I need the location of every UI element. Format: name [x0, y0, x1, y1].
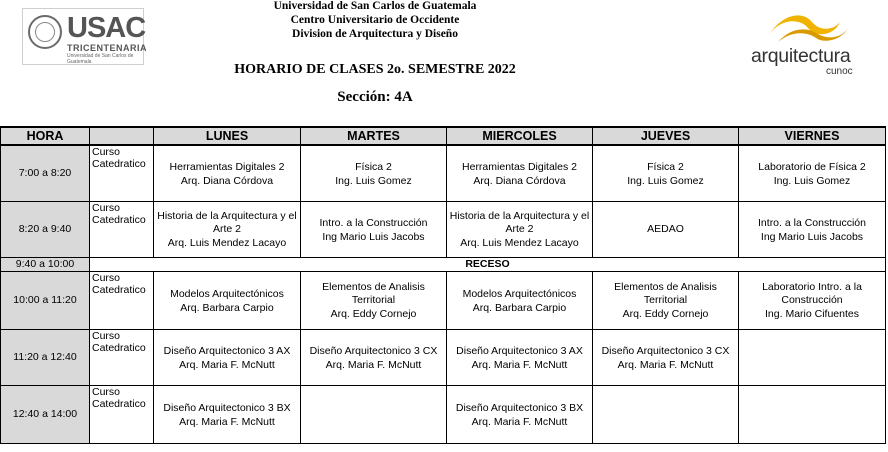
table-row — [1, 145, 886, 201]
recess-time: 9:40 a 10:00 — [1, 257, 90, 271]
time-slot: 7:00 a 8:20 — [1, 145, 90, 201]
class-cell — [447, 201, 593, 257]
schedule-table — [0, 126, 886, 444]
arquitectura-wave-icon — [748, 12, 868, 46]
course-name: Física 2 — [647, 160, 684, 173]
class-cell — [154, 385, 301, 443]
class-cell — [154, 329, 301, 385]
class-cell — [447, 145, 593, 201]
usac-logo-small-text: Universidad de San Carlos de Guatemala — [67, 53, 134, 65]
course-name: Laboratorio de Física 2 — [758, 160, 866, 173]
class-cell — [447, 271, 593, 329]
header-hora: HORA — [1, 127, 90, 145]
label-curso: Curso — [92, 329, 121, 342]
header-day: MIERCOLES — [447, 127, 593, 145]
teacher-name: Ing. Luis Gomez — [627, 175, 704, 188]
teacher-name: Arq. Diana Córdova — [473, 175, 566, 188]
class-cell — [301, 385, 447, 443]
arquitectura-logo-subtitle: cunoc — [826, 66, 853, 77]
label-catedratico: Catedratico — [92, 213, 146, 226]
teacher-name: Arq. Barbara Carpio — [180, 302, 274, 314]
course-name: AEDAO — [647, 222, 684, 235]
teacher-name — [301, 414, 446, 416]
teacher-name: Arq. Eddy Cornejo — [622, 308, 709, 321]
header-day: JUEVES — [593, 127, 739, 145]
class-cell — [739, 271, 886, 329]
class-cell — [301, 271, 447, 329]
teacher-name — [593, 235, 738, 237]
table-row — [1, 271, 886, 329]
class-cell — [739, 385, 886, 443]
course-name: Historia de la Arquitectura y el Arte 2 — [157, 210, 297, 235]
course-name: Diseño Arquitectonico 3 CX — [601, 344, 730, 357]
label-curso: Curso — [92, 385, 121, 398]
row-labels — [90, 329, 154, 385]
course-name: Modelos Arquitectónicos — [462, 287, 577, 300]
class-cell — [739, 201, 886, 257]
teacher-name: Arq. Luis Mendez Lacayo — [460, 237, 579, 250]
teacher-name — [739, 357, 885, 359]
course-name: Historia de la Arquitectura y el Arte 2 — [449, 210, 590, 235]
recess-label: RECESO — [90, 257, 886, 271]
usac-logo-subtitle: TRICENTENARIA — [67, 43, 147, 53]
teacher-name: Arq. Diana Córdova — [180, 175, 274, 188]
class-cell — [739, 145, 886, 201]
class-cell — [593, 145, 739, 201]
class-cell — [447, 329, 593, 385]
recess-row — [1, 257, 886, 271]
header-day: VIERNES — [739, 127, 886, 145]
time-slot: 8:20 a 9:40 — [1, 201, 90, 257]
header-day: MARTES — [301, 127, 447, 145]
course-name: Diseño Arquitectonico 3 AX — [163, 344, 291, 357]
class-cell — [154, 271, 301, 329]
class-cell — [301, 329, 447, 385]
course-name: Intro. a la Construcción — [319, 216, 428, 229]
teacher-name — [739, 414, 885, 416]
class-cell — [301, 145, 447, 201]
teacher-name: Arq. Maria F. McNutt — [471, 359, 568, 371]
university-name: Universidad de San Carlos de Guatemala — [273, 0, 477, 12]
label-catedratico: Catedratico — [92, 283, 146, 296]
row-labels — [90, 385, 154, 443]
time-slot: 12:40 a 14:00 — [1, 385, 90, 443]
teacher-name: Ing. Luis Gomez — [335, 175, 412, 188]
class-cell — [301, 201, 447, 257]
teacher-name: Ing Mario Luis Jacobs — [760, 231, 864, 243]
usac-logo-name: USAC — [67, 12, 146, 44]
teacher-name: Arq. Maria F. McNutt — [617, 359, 714, 371]
teacher-name: Arq. Maria F. McNutt — [179, 359, 275, 371]
teacher-name: Ing. Mario Cifuentes — [765, 308, 859, 321]
label-curso: Curso — [92, 146, 121, 158]
row-labels — [90, 145, 154, 201]
section-label: Sección: 4A — [337, 89, 413, 105]
class-cell — [593, 385, 739, 443]
teacher-name: Arq. Maria F. McNutt — [471, 416, 568, 428]
table-row — [1, 329, 886, 385]
course-name: Herramientas Digitales 2 — [462, 160, 577, 173]
class-cell — [593, 329, 739, 385]
teacher-name: Arq. Eddy Cornejo — [330, 308, 417, 321]
course-name: Diseño Arquitectonico 3 AX — [456, 344, 583, 357]
header-label-spacer — [90, 127, 154, 145]
arquitectura-logo — [748, 12, 868, 77]
course-name: Elementos de Analisis Territorial — [322, 281, 425, 306]
class-cell — [154, 145, 301, 201]
class-cell — [154, 201, 301, 257]
table-header-row — [1, 127, 886, 145]
teacher-name: Ing. Luis Gomez — [773, 175, 851, 188]
course-name: Modelos Arquitectónicos — [170, 287, 284, 300]
row-labels — [90, 201, 154, 257]
row-labels — [90, 271, 154, 329]
time-slot: 10:00 a 11:20 — [1, 271, 90, 329]
header-day: LUNES — [154, 127, 301, 145]
course-name: Laboratorio Intro. a la Construcción — [762, 281, 862, 306]
schedule-title: HORARIO DE CLASES 2o. SEMESTRE 2022 — [234, 62, 516, 77]
course-name: Diseño Arquitectonico 3 BX — [455, 401, 584, 414]
label-curso: Curso — [92, 201, 121, 214]
division-name: Division de Arquitectura y Diseño — [292, 28, 458, 40]
teacher-name: Arq. Maria F. McNutt — [325, 359, 422, 371]
course-name: Diseño Arquitectonico 3 CX — [309, 344, 438, 357]
label-catedratico: Catedratico — [92, 158, 146, 170]
table-row — [1, 201, 886, 257]
teacher-name — [593, 414, 738, 416]
class-cell — [593, 271, 739, 329]
teacher-name: Arq. Luis Mendez Lacayo — [167, 237, 287, 250]
center-name: Centro Universitario de Occidente — [290, 14, 460, 26]
label-catedratico: Catedratico — [92, 341, 146, 354]
teacher-name: Arq. Barbara Carpio — [472, 302, 567, 314]
class-cell — [593, 201, 739, 257]
label-curso: Curso — [92, 271, 121, 284]
course-name: Diseño Arquitectonico 3 BX — [163, 401, 291, 414]
teacher-name: Ing Mario Luis Jacobs — [322, 231, 425, 243]
table-row — [1, 385, 886, 443]
course-name: Intro. a la Construcción — [758, 216, 866, 229]
class-cell — [739, 329, 886, 385]
teacher-name: Arq. Maria F. McNutt — [179, 416, 275, 428]
course-name: Física 2 — [355, 160, 392, 173]
course-name: Elementos de Analisis Territorial — [614, 281, 717, 306]
time-slot: 11:20 a 12:40 — [1, 329, 90, 385]
arquitectura-logo-name: arquitectura — [751, 45, 851, 67]
class-cell — [447, 385, 593, 443]
label-catedratico: Catedratico — [92, 397, 146, 410]
course-name: Herramientas Digitales 2 — [169, 160, 285, 173]
